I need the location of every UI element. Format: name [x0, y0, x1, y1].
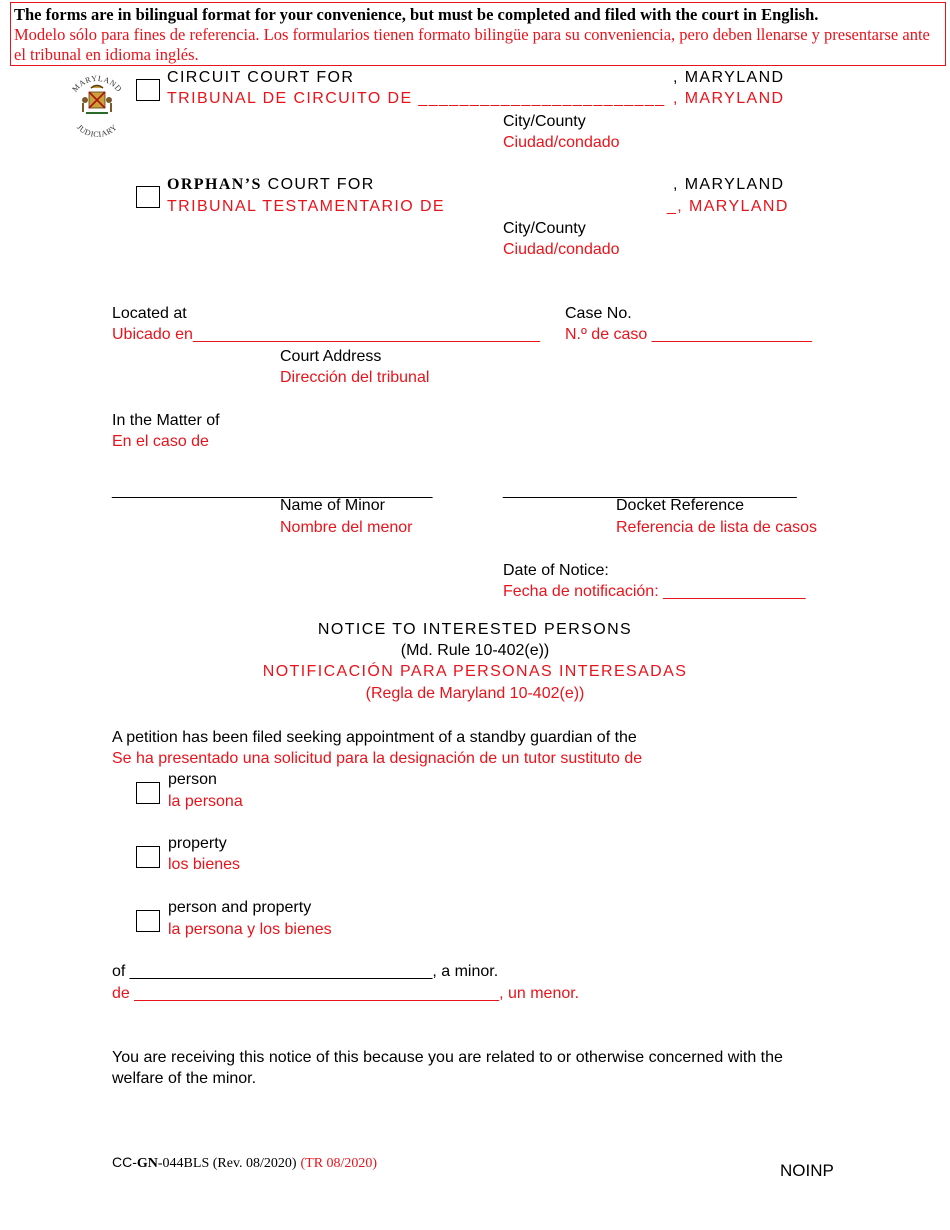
of-minor-field[interactable]: of __________________________________, a minor.	[112, 963, 499, 980]
option-person-checkbox[interactable]	[136, 782, 160, 804]
circuit-county-label: City/County	[503, 113, 586, 130]
seal-top-text: MARYLAND	[70, 73, 124, 94]
date-of-notice-label: Date of Notice:	[503, 562, 609, 579]
orphans-court-label	[167, 176, 375, 194]
minor-name-label: Name of Minor	[280, 497, 385, 514]
receiving-text-line1: You are receiving this notice of this because you are related to or otherwise concerned with the	[112, 1049, 783, 1066]
form-code-tr: (TR 08/2020)	[300, 1156, 378, 1171]
option-person-label-es: la persona	[168, 793, 243, 810]
case-no-label: Case No.	[565, 305, 632, 322]
docket-label: Docket Reference	[616, 497, 745, 514]
court-address-label-es: Dirección del tribunal	[280, 369, 430, 386]
minor-name-field[interactable]: ____________________________________	[112, 482, 433, 499]
option-property-checkbox[interactable]	[136, 846, 160, 868]
petition-text: A petition has been filed seeking appointment of a standby guardian of the	[112, 729, 637, 746]
option-person-and-property-checkbox[interactable]	[136, 910, 160, 932]
case-no-field[interactable]: N.º de caso __________________	[565, 326, 812, 343]
orphans-state-es: _, MARYLAND	[667, 198, 789, 215]
circuit-county-label-es: Ciudad/condado	[503, 134, 620, 151]
option-property-label: property	[168, 835, 227, 852]
option-person-and-property-label: person and property	[168, 899, 312, 916]
date-of-notice-field[interactable]: Fecha de notificación: ________________	[503, 583, 806, 600]
form-code-pre: CC-	[112, 1154, 137, 1170]
circuit-state-es: , MARYLAND	[673, 90, 785, 107]
orphans-county-label-es: Ciudad/condado	[503, 241, 620, 258]
matter-label: In the Matter of	[112, 412, 220, 429]
notice-rule-es: (Regla de Maryland 10-402(e))	[365, 685, 585, 702]
orphans-court-for: COURT FOR	[261, 176, 375, 193]
located-at-label: Located at	[112, 305, 187, 322]
notice-title: NOTICE TO INTERESTED PERSONS	[317, 621, 633, 638]
form-id: NOINP	[780, 1161, 834, 1180]
maryland-judiciary-seal-icon	[64, 70, 130, 140]
docket-field[interactable]: _________________________________	[503, 482, 797, 499]
matter-label-es: En el caso de	[112, 433, 209, 450]
notice-rule: (Md. Rule 10-402(e))	[400, 642, 550, 659]
of-minor-field-es[interactable]: de _________________________________________, un menor.	[112, 985, 580, 1002]
form-code-bold: GN	[136, 1156, 158, 1171]
bilingual-banner	[10, 2, 946, 66]
orphans-court-label-es: TRIBUNAL TESTAMENTARIO DE	[167, 198, 445, 215]
banner-spanish: Modelo sólo para fines de referencia. Los formularios tienen formato bilingüe para su conveniencia, pero deben llenarse y presentarse ante el tribunal en idioma inglés.	[14, 25, 930, 64]
orphans-county-label: City/County	[503, 220, 586, 237]
banner-english: The forms are in bilingual format for your convenience, but must be completed and filed with the court in English.	[14, 5, 819, 24]
court-address-label: Court Address	[280, 348, 382, 365]
svg-text:MARYLAND	[70, 74, 123, 94]
option-property-label-es: los bienes	[168, 856, 241, 873]
option-person-label: person	[168, 771, 217, 788]
orphans-bold: ORPHAN’S	[167, 176, 262, 193]
orphans-court-checkbox[interactable]	[136, 186, 160, 208]
notice-title-es: NOTIFICACIÓN PARA PERSONAS INTERESADAS	[262, 663, 688, 680]
circuit-court-checkbox[interactable]	[136, 79, 160, 101]
form-code	[112, 1154, 377, 1172]
seal-bottom-text: JUDICIARY	[75, 122, 119, 140]
orphans-state: , MARYLAND	[673, 176, 785, 193]
minor-name-label-es: Nombre del menor	[280, 519, 413, 536]
docket-label-es: Referencia de lista de casos	[616, 519, 817, 536]
circuit-state: , MARYLAND	[673, 69, 785, 86]
circuit-court-label: CIRCUIT COURT FOR	[167, 69, 355, 86]
receiving-text-line2: welfare of the minor.	[112, 1070, 257, 1087]
form-code-post: -044BLS (Rev. 08/2020)	[157, 1156, 297, 1171]
svg-text:JUDICIARY	[75, 123, 119, 139]
petition-text-es: Se ha presentado una solicitud para la designación de un tutor sustituto de	[112, 750, 643, 767]
option-person-and-property-label-es: la persona y los bienes	[168, 921, 332, 938]
circuit-court-label-es: TRIBUNAL DE CIRCUITO DE ________________________	[167, 90, 666, 107]
located-at-field[interactable]: Ubicado en_______________________________________	[112, 326, 540, 343]
